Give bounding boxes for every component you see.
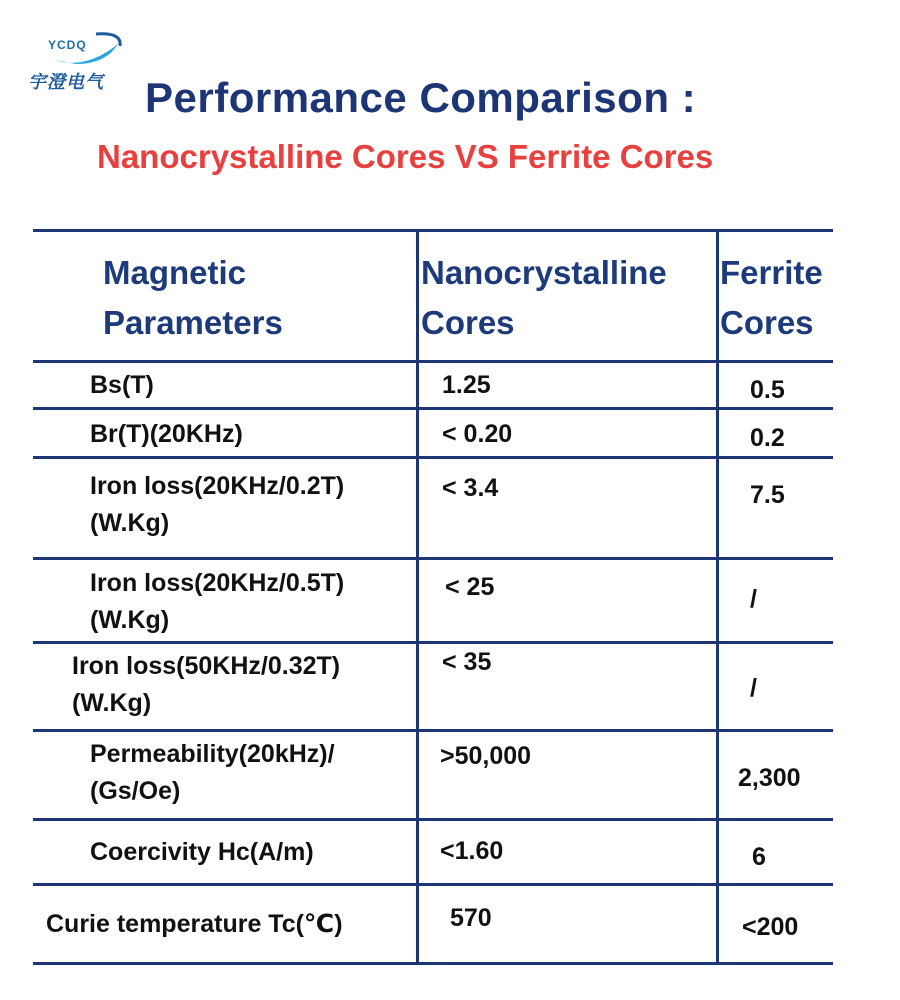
table-rule [33, 641, 833, 644]
logo-chinese-name: 宇澄电气 [28, 72, 104, 92]
table-cell-nano: < 3.4 [442, 474, 499, 502]
table-cell-ferrite: 0.5 [750, 376, 785, 404]
header-magnetic-parameters: Magnetic Parameters [103, 254, 283, 341]
header-nanocrystalline-cores: Nanocrystalline Cores [421, 254, 667, 341]
table-cell-ferrite: 7.5 [750, 481, 785, 509]
table-cell-ferrite: 0.2 [750, 424, 785, 452]
table-cell-param: Iron loss(20KHz/0.5T) (W.Kg) [90, 569, 345, 634]
table-rule [33, 883, 833, 886]
table-cell-param: Br(T)(20KHz) [90, 420, 243, 448]
table-cell-ferrite: <200 [742, 913, 799, 941]
header-ferrite-cores: Ferrite Cores [720, 254, 823, 341]
table-cell-ferrite: 2,300 [738, 764, 801, 792]
table-rule [33, 729, 833, 732]
table-cell-nano: 570 [450, 904, 492, 932]
table-cell-param: Iron loss(50KHz/0.32T) (W.Kg) [72, 652, 341, 717]
company-logo [26, 30, 136, 100]
page-title: Performance Comparison : [145, 74, 697, 121]
table-cell-nano: 1.25 [442, 371, 491, 399]
logo-brand-text: YCDQ [48, 38, 87, 52]
table-cell-nano: >50,000 [440, 742, 532, 770]
table-cell-param: Coercivity Hc(A/m) [90, 838, 314, 866]
table-column-divider [416, 230, 419, 965]
table-cell-nano: < 0.20 [442, 420, 513, 448]
table-rule [33, 407, 833, 410]
table-rule [33, 962, 833, 965]
table-rule [33, 229, 833, 232]
table-cell-param: Iron loss(20KHz/0.2T) (W.Kg) [90, 472, 345, 537]
table-cell-ferrite: / [750, 585, 757, 613]
table-rule [33, 360, 833, 363]
table-rule [33, 557, 833, 560]
table-column-divider [716, 230, 719, 965]
table-cell-ferrite: / [750, 674, 757, 702]
table-rule [33, 456, 833, 459]
table-cell-nano: <1.60 [440, 837, 504, 865]
table-rule [33, 818, 833, 821]
table-cell-nano: < 35 [442, 648, 492, 676]
table-cell-nano: < 25 [445, 573, 495, 601]
table-cell-ferrite: 6 [752, 843, 766, 871]
table-cell-param: Bs(T) [90, 371, 154, 399]
page-subtitle: Nanocrystalline Cores VS Ferrite Cores [97, 138, 714, 175]
table-cell-param: Permeability(20kHz)/ (Gs/Oe) [90, 740, 335, 805]
table-cell-param: Curie temperature Tc(℃) [46, 910, 343, 938]
